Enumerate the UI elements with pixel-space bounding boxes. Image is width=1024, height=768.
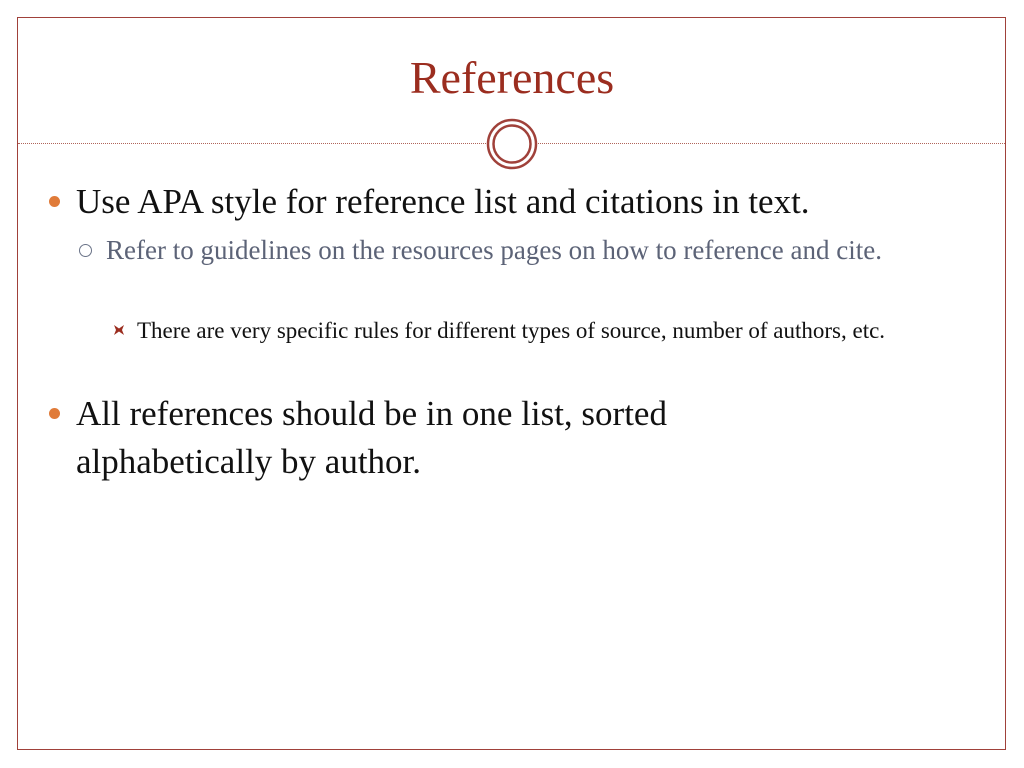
sub-sub-bullet-text: There are very specific rules for different types of source, number of authors, etc.	[137, 318, 886, 343]
bowtie-bullet-icon	[112, 323, 126, 337]
bullet-text: Use APA style for reference list and citations in text.	[76, 182, 810, 221]
filled-circle-bullet-icon	[49, 196, 60, 207]
slide-title: References	[409, 52, 615, 103]
filled-circle-bullet-icon	[49, 408, 60, 419]
hollow-circle-bullet-icon	[79, 244, 92, 257]
sub-bullet-text: Refer to guidelines on the resources pages on how to reference and cite.	[106, 235, 882, 265]
bullet-text: All references should be in one list, sorted alphabetically by author.	[76, 394, 667, 481]
